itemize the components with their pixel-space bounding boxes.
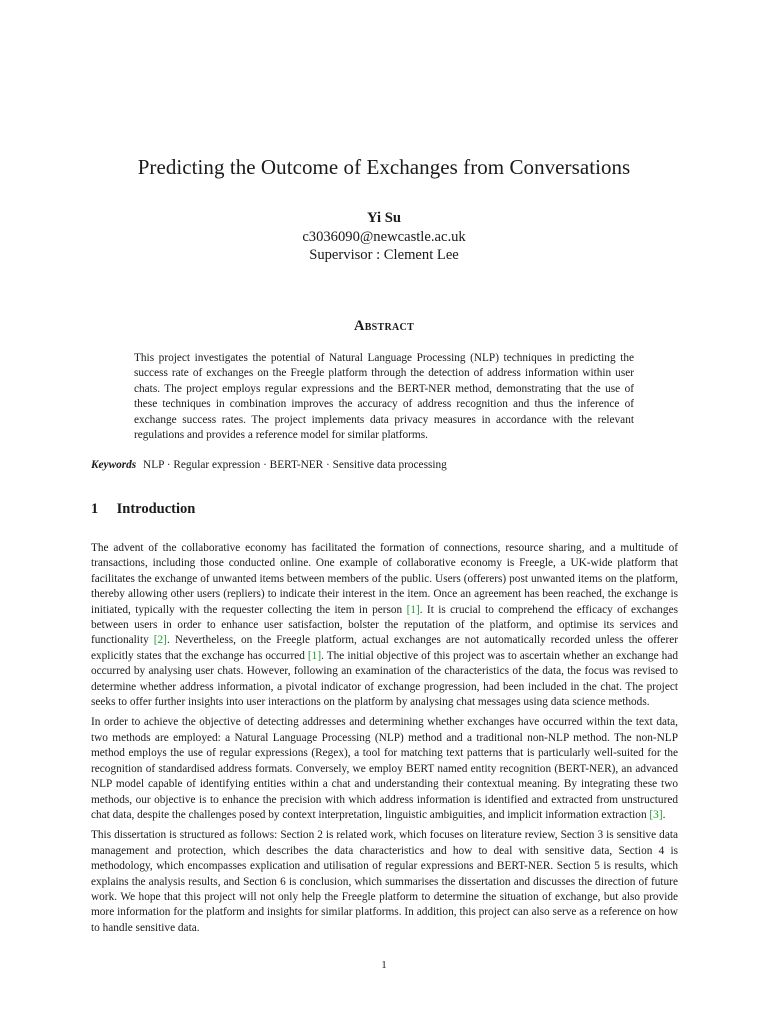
citation-link[interactable]: [1] [406,603,420,616]
keywords-text: NLP · Regular expression · BERT-NER · Sensitive data processing [143,459,447,471]
author-block [0,209,768,265]
citation-link[interactable]: [3] [649,808,663,821]
supervisor-line: Supervisor : Clement Lee [309,247,459,263]
section-number: 1 [91,501,99,517]
abstract-text: This project investigates the potential of Natural Language Processing (NLP) techniques in predicting the success rate of exchanges on the Freegle platform through the detection of address information within user chats. The project employs regular expressions and the BERT-NER method, demonstrating that the use of these techniques in combination improves the accuracy of address recognition and thus the inference of exchange success rates. The project implements data privacy measures in accordance with the relevant regulations and provides a reference model for similar platforms. [134,352,634,442]
paragraph-text: The advent of the collaborative economy has facilitated the formation of connections, resource sharing, and a multitude of transactions, including those conducted online. One example of collaborative economy is Freegle, a UK-wide platform that facilitates the exchange of unwanted items between members of the public. Users (offerers) post unwanted items on the platform, thereby allowing other users (repliers) to indicate their interest in the item. Once an agreement has been reached, the exchange is initiated, typically with the requester collecting the item in person [91,542,678,616]
section-heading [91,501,195,518]
section-title: Introduction [116,501,196,517]
paragraph-text: . The initial objective of this project was to ascertain whether an exchange had occurred by analysing user chats. However, following an examination of the characteristics of the data, the focus was revised to determine whether address information, a pivotal indicator of exchange progression, had been included in the chat. The project seeks to offer further insights into user interactions on the platform by analysing chat messages using data science methods. [91,649,678,709]
paragraph-text: . It is crucial to comprehend the efficacy of exchanges between users in order to enhance user satisfaction, bolster the reputation of the platform, and optimise its services and functionality [91,603,678,647]
paragraph: This dissertation is structured as follows: Section 2 is related work, which focuses on literature review, Section 3 is sensitive data management and protection, which describes the data characteristics and how to deal with sensitive data, Section 4 is methodology, which encompasses explication and utilisation of regular expressions and BERT-NER. Section 5 is results, which explains the analysis results, and Section 6 is conclusion, which summarises the dissertation and discusses the direction of future work. We hope that this project will not only help the Freegle platform to determine the situation of exchange, but also provide more information for the platform and insights for similar platforms. In addition, this project can also serve as a reference on how to handle sensitive data. [91,829,678,934]
citation-link[interactable]: [1] [307,649,322,662]
author-email: c3036090@newcastle.ac.uk [302,228,466,245]
paragraph [91,715,678,823]
paragraph-text: In order to achieve the objective of detecting addresses and determining whether exchanges have occurred within the text data, two methods are employed: a Natural Language Processing (NLP) method and a traditional non-NLP method. The non-NLP method employs the use of regular expressions (Regex), a tool for matching text patterns that is particularly well-suited for the recognition of standardised address formats. Conversely, we employ BERT named entity recognition (BERT-NER), an advanced NLP model capable of identifying entities within a chat and understanding their contextual meaning. By integrating these two methods, our objective is to enhance the precision with which address information is identified and extracted from unstructured chat data, despite the challenges posed by context interpretation, linguistic ambiguities, and implicit information extraction [91,716,678,821]
paragraph-text: . [662,808,666,821]
abstract-heading: Abstract [353,318,415,334]
body-text [91,541,678,941]
paragraph [91,541,678,710]
page-number: 1 [381,959,387,971]
keywords-line [91,459,447,471]
keywords-label: Keywords [91,459,137,471]
author-name: Yi Su [367,210,401,226]
citation-link[interactable]: [2] [153,634,167,647]
paragraph-text: . Nevertheless, on the Freegle platform, actual exchanges are not automatically recorded unless the offerer explicitly states that the exchange has occurred [91,634,678,662]
paper-title: Predicting the Outcome of Exchanges from Conversations [137,155,631,179]
